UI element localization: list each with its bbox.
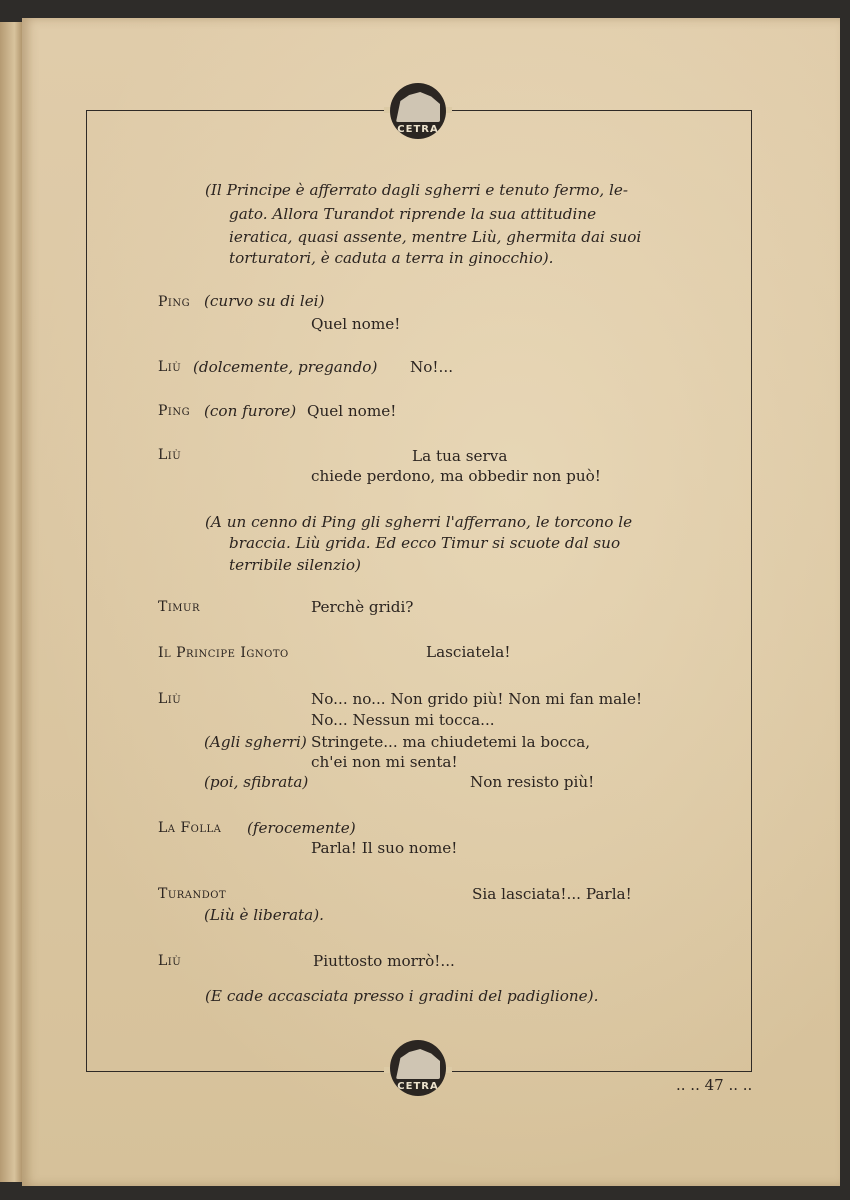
lyric-line: Lasciatela! [426,643,511,661]
stage-direction-line: ieratica, quasi assente, mentre Liù, ghermita dai suoi [229,228,642,246]
speaker-name: La Folla [158,820,222,836]
stage-direction-line: torturatori, è caduta a terra in ginocchio). [229,249,554,267]
lyric-line: No... no... Non grido più! Non mi fan male! [311,690,643,708]
cetra-logo-icon [390,83,446,139]
lyric-line: Piuttosto morrò!... [313,952,455,970]
logo-glyph [396,1049,440,1079]
stage-direction-line: (E cade accasciata presso i gradini del padiglione). [205,987,599,1005]
lyric-line: Stringete... ma chiudetemi la bocca, [311,733,591,751]
speaker-name: Il Principe Ignoto [158,645,289,661]
lyric-line: Sia lasciata!... Parla! [472,885,632,903]
stage-direction: (ferocemente) [247,819,356,837]
stage-direction: (curvo su di lei) [204,292,325,310]
lyric-line: chiede perdono, ma obbedir non può! [311,467,601,485]
logo-text: CETRA [397,1081,439,1092]
speaker-name: Liù [158,691,182,707]
speaker-name: Liù [158,447,182,463]
stage-direction: (dolcemente, pregando) [193,358,378,376]
lyric-line: La tua serva [412,447,508,465]
left-page-edge [0,22,24,1182]
stage-direction-line: (Il Principe è afferrato dagli sgherri e tenuto fermo, le- [205,181,629,199]
stage-direction-line: (A un cenno di Ping gli sgherri l'afferrano, le torcono le [205,513,633,531]
stage-direction: (Agli sgherri) [204,733,307,751]
lyric-line: No... Nessun mi tocca... [311,711,495,729]
speaker-name: Turandot [158,886,227,902]
stage-direction: (Liù è liberata). [204,906,324,924]
speaker-name: Liù [158,953,182,969]
stage-direction-line: braccia. Liù grida. Ed ecco Timur si scuote dal suo [229,534,621,552]
lyric-line: Quel nome! [307,402,397,420]
cetra-logo-icon [390,1040,446,1096]
speaker-name: Ping [158,294,191,310]
lyric-line: Parla! Il suo nome! [311,839,458,857]
stage-direction-line: terribile silenzio) [229,556,361,574]
stage-direction-line: gato. Allora Turandot riprende la sua attitudine [229,205,597,223]
lyric-line: No!... [410,358,454,376]
logo-glyph [396,92,440,122]
speaker-name: Liù [158,359,182,375]
lyric-line: Quel nome! [311,315,401,333]
speaker-name: Ping [158,403,191,419]
lyric-line: Perchè gridi? [311,598,414,616]
stage-direction: (con furore) [204,402,297,420]
logo-text: CETRA [397,124,439,135]
lyric-line: Non resisto più! [470,773,595,791]
stage-direction: (poi, sfibrata) [204,773,309,791]
page-number: .. .. 47 .. .. [676,1076,753,1094]
lyric-line: ch'ei non mi senta! [311,753,458,771]
speaker-name: Timur [158,599,200,615]
